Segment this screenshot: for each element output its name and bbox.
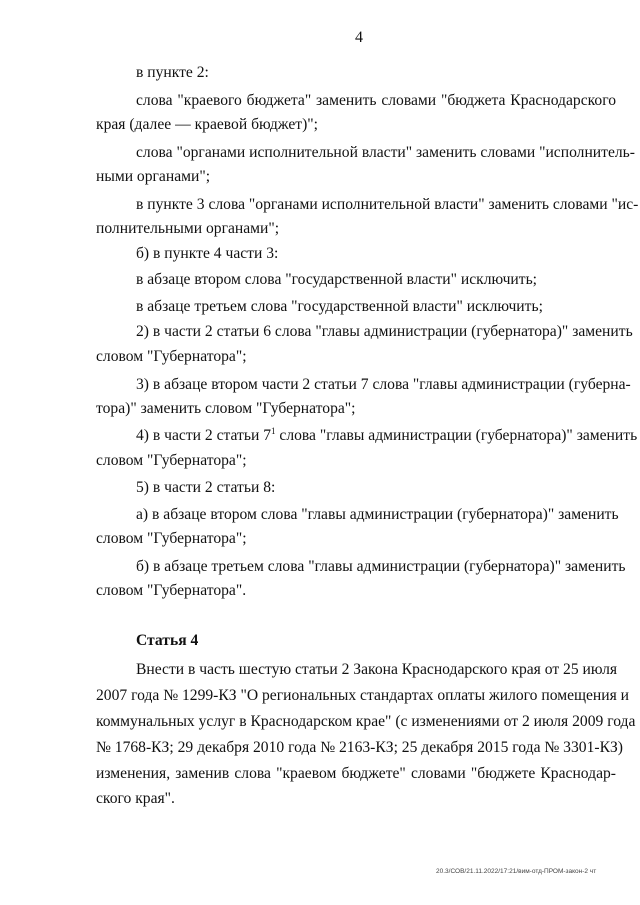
- text-line: словом "Губернатора";: [96, 348, 247, 365]
- text-segment: 4) в части 2 статьи 7: [136, 427, 271, 444]
- text-line: а) в абзаце втором слова "главы администрации (губернатора)" заменить: [136, 506, 619, 523]
- text-line: в пункте 2:: [136, 64, 209, 81]
- text-line: слова "краевого бюджета" заменить словами "бюджета Краснодарского: [136, 92, 616, 109]
- page-number: 4: [355, 29, 363, 46]
- text-line: 3) в абзаце втором части 2 статьи 7 слова "главы администрации (губерна-: [136, 376, 631, 393]
- superscript: 1: [271, 425, 276, 436]
- text-line: в абзаце втором слова "государственной власти" исключить;: [136, 271, 538, 288]
- text-line: словом "Губернатора".: [96, 582, 247, 599]
- text-line: б) в абзаце третьем слова "главы администрации (губернатора)" заменить: [136, 558, 626, 575]
- text-segment: слова "главы администрации (губернатора)" заменить: [275, 427, 638, 444]
- text-line: словом "Губернатора";: [96, 452, 247, 469]
- text-line: словом "Губернатора";: [96, 530, 247, 547]
- text-line: ными органами";: [96, 168, 211, 185]
- text-line: в пункте 3 слова "органами исполнительной власти" заменить словами "ис-: [136, 196, 639, 213]
- text-line: ского края".: [96, 790, 175, 807]
- text-line: № 1768-КЗ; 29 декабря 2010 года № 2163-КЗ; 25 декабря 2015 года № 3301-КЗ): [96, 739, 623, 756]
- text-line: 5) в части 2 статьи 8:: [136, 479, 276, 496]
- text-line: тора)" заменить словом "Губернатора";: [96, 400, 356, 417]
- text-line: 2) в части 2 статьи 6 слова "главы администрации (губернатора)" заменить: [136, 323, 633, 340]
- text-line: полнительными органами";: [96, 220, 280, 237]
- article-heading: Статья 4: [136, 632, 199, 649]
- text-line: края (далее — краевой бюджет)";: [96, 116, 318, 133]
- text-line: Внести в часть шестую статьи 2 Закона Краснодарского края от 25 июля: [136, 661, 618, 678]
- document-footer-code: 20.3/СОВ/21.11.2022/17:21/вим-отд-ПРОМ-закон-2 чт: [436, 868, 597, 875]
- text-line: коммунальных услуг в Краснодарском крае" (с изменениями от 2 июля 2009 года: [96, 713, 636, 730]
- text-line: 2007 года № 1299-КЗ "О региональных стандартах оплаты жилого помещения и: [96, 687, 630, 704]
- text-line: слова "органами исполнительной власти" заменить словами "исполнитель-: [136, 144, 635, 161]
- text-line: изменения, заменив слова "краевом бюджете" словами "бюджете Краснодар-: [96, 765, 616, 782]
- text-line: [136, 425, 638, 446]
- text-line: б) в пункте 4 части 3:: [136, 245, 279, 262]
- text-line: в абзаце третьем слова "государственной власти" исключить;: [136, 298, 543, 315]
